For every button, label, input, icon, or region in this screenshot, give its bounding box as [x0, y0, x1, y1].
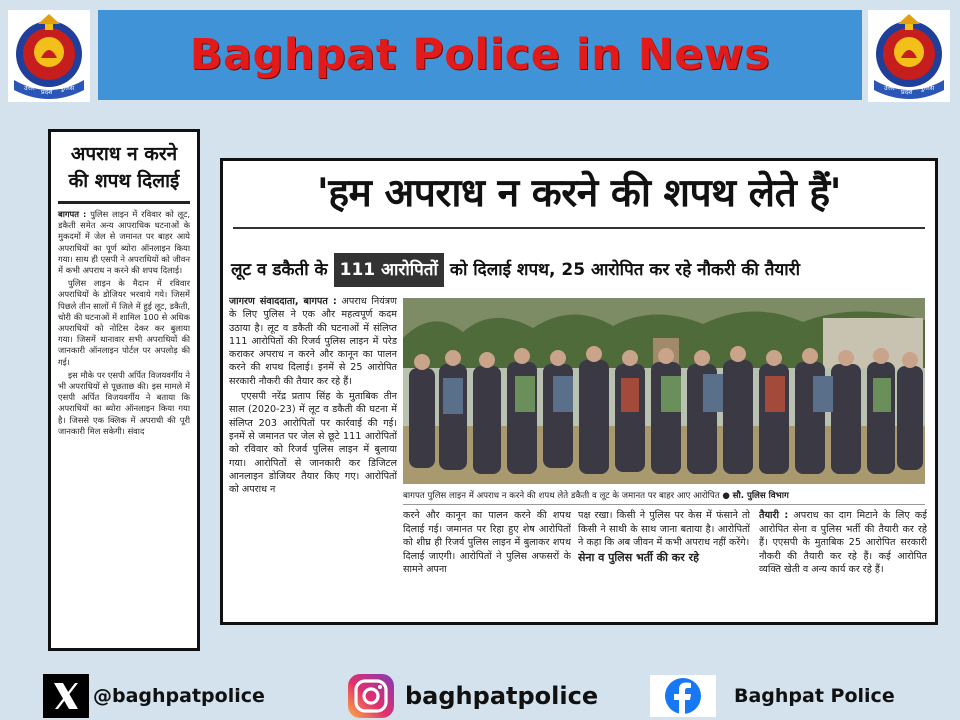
- police-emblem-icon: [868, 10, 950, 102]
- col-c-subhead: सेना व पुलिस भर्ती की कर रहे: [578, 550, 699, 564]
- group-photo-image: [403, 298, 925, 484]
- caption-text: बागपत पुलिस लाइन में अपराध न करने की शपथ लेते डकैती व लूट के जमानत पर बाहर आए आरोपित: [403, 491, 720, 501]
- x-social-link[interactable]: [43, 674, 265, 718]
- left-para-3: इस मौके पर एसपी अर्पित विजयवर्गीय ने भी अपराधियों से पूछताछ की। इस मामले में एसपी अर्पित विजयवर्गीय ने बताया कि अपराधियों का ब्योरा ऑनलाइन किया गया है। जिससे एक क्लिक में अपराधी की पूरी जानकारी मिल सकेगी। संवाद: [58, 369, 190, 436]
- col-a-para-1: जागरण संवाददाता, बागपत : अपराध नियंत्रण के लिए पुलिस ने एक और महत्वपूर्ण कदम उठाया है। लूट व डकैती की घटनाओं में संलिप्त 111 आरोपितों की रिजर्व पुलिस लाइन में परेड कराकर अपराध न करने और कानून का पालन करने की शपथ दिलाई। इनमें से 25 आरोपित सरकारी नौकरी की तैयार कर रहे हैं।: [229, 296, 397, 387]
- facebook-social-link[interactable]: [650, 674, 895, 718]
- police-emblem-icon: [8, 10, 90, 102]
- left-clipping-body: [58, 209, 190, 437]
- main-column-b: करने और कानून का पालन करने की शपथ दिलाई गई। जमानत पर रिहा हुए शेष आरोपितों को शीघ्र ही रिजर्व पुलिस लाइन में बुलाकर शपथ दिलाई जाएगी। आरोपितों ने पुलिस अफसरों के सामने अपना: [403, 510, 571, 576]
- news-photo: [403, 298, 925, 484]
- main-clipping-headline: 'हम अपराध न करने की शपथ लेते हैं': [316, 171, 842, 216]
- left-clipping-rule: [58, 201, 190, 204]
- left-news-clipping: [48, 129, 200, 651]
- facebook-logo-icon: [650, 675, 716, 717]
- left-para-1: बागपत : पुलिस लाइन में रविवार को लूट, डकैती समेत अन्य आपराधिक घटनाओं के मुकदमों में जेल से जमानत पर बाहर आये अपराधियों का पूर्ण ब्योरा ऑनलाइन किया गया। साथ ही एसपी ने अपराधियों को जीवन में कभी अपराध न करने की शपथ दिलाई।: [58, 209, 190, 276]
- up-police-logo-right: [868, 10, 950, 102]
- left-signoff: संवाद: [127, 425, 145, 436]
- left-dateline: बागपत :: [58, 209, 87, 219]
- instagram-social-link[interactable]: [347, 674, 598, 718]
- instagram-handle: baghpatpolice: [405, 682, 599, 710]
- x-handle: @baghpatpolice: [93, 685, 265, 707]
- logo-text-left: उत्तर: [884, 84, 895, 92]
- main-column-a: [229, 295, 397, 619]
- logo-text-mid: प्रदेश: [41, 88, 53, 96]
- main-clipping-subheadline: [231, 253, 931, 287]
- subhead-highlight-box: 111 आरोपितों: [334, 253, 444, 287]
- facebook-handle: Baghpat Police: [734, 685, 895, 707]
- main-clipping-rule: [233, 227, 925, 229]
- title-banner: [98, 10, 862, 100]
- social-footer: [0, 660, 960, 720]
- main-column-d: [759, 509, 927, 621]
- col-c-text: पक्ष रखा। किसी ने पुलिस पर केस में फंसाने तो किसी ने साथी के साथ जाना बताया है। आरोपितों ने कहा कि अब जीवन में कभी अपराध नहीं करेंगे।: [578, 510, 750, 549]
- caption-credit: सौ. पुलिस विभाग: [732, 491, 789, 501]
- instagram-logo-icon: [347, 673, 395, 719]
- x-logo-icon: [43, 674, 89, 718]
- col-a-para-2: एएसपी नरेंद्र प्रताप सिंह के मुताबिक तीन साल (2020-23) में लूट व डकैती की घटना में संलिप्त 203 आरोपितों पर कार्रवाई की गई। इनमें से जमानत पर जेल से छूटे 111 आरोपितों को रविवार को रिजर्व पुलिस लाइन में बुलाया गया। आरोपितों से जानकारी कर डिजिटल आनलाइन डोजियर तैयार किए गए। आरोपितों को अपराध न: [229, 391, 397, 496]
- logo-text-right: पुलिस: [920, 84, 935, 92]
- left-headline-line2: की शपथ दिलाई: [68, 170, 180, 192]
- subhead-after: को दिलाई शपथ, 25 आरोपित कर रहे नौकरी की तैयारी: [449, 260, 801, 280]
- logo-text-right: पुलिस: [60, 84, 75, 92]
- header: [0, 0, 960, 112]
- main-news-clipping: [220, 158, 938, 625]
- up-police-logo-left: [8, 10, 90, 102]
- col-d-lead: तैयारी :: [759, 510, 789, 521]
- subhead-before: लूट व डकैती के: [231, 260, 328, 280]
- left-headline-line1: अपराध न करने: [70, 143, 178, 165]
- main-dateline: जागरण संवाददाता, बागपत :: [229, 296, 337, 307]
- photo-caption: बागपत पुलिस लाइन में अपराध न करने की शपथ लेते डकैती व लूट के जमानत पर बाहर आए आरोपित ● सौ. पुलिस विभाग: [403, 487, 925, 505]
- main-column-c: [578, 509, 750, 621]
- left-clipping-headline: [58, 141, 190, 195]
- logo-text-left: उत्तर: [24, 84, 35, 92]
- col-d-text: अपराध का दाग मिटाने के लिए कई आरोपित सेना व पुलिस भर्ती की तैयारी कर रहे हैं। एएसपी के मुताबिक 25 आरोपित सरकारी नौकरी की तैयारी कर रहे हैं। कई आरोपित व्यक्ति खेती व अन्य कार्य कर रहे हैं।: [759, 510, 927, 576]
- page-title: Baghpat Police in News: [189, 30, 771, 80]
- left-para-2: पुलिस लाइन के मैदान में रविवार अपराधियों के डोजियर भरवाये गये। जिसमें पिछले तीन सालों में जिले में हुई लूट, डकैती, चोरी की घटनाओं में शामिल 100 से अधिक अपराधियों को नोटिस देकर कर बुलाया गया। जिसमें थानावार सभी अपराधियों की जानकारी ऑनलाइन पोर्टल पर अपलोड़ की गई।: [58, 278, 190, 367]
- logo-text-mid: प्रदेश: [901, 88, 913, 96]
